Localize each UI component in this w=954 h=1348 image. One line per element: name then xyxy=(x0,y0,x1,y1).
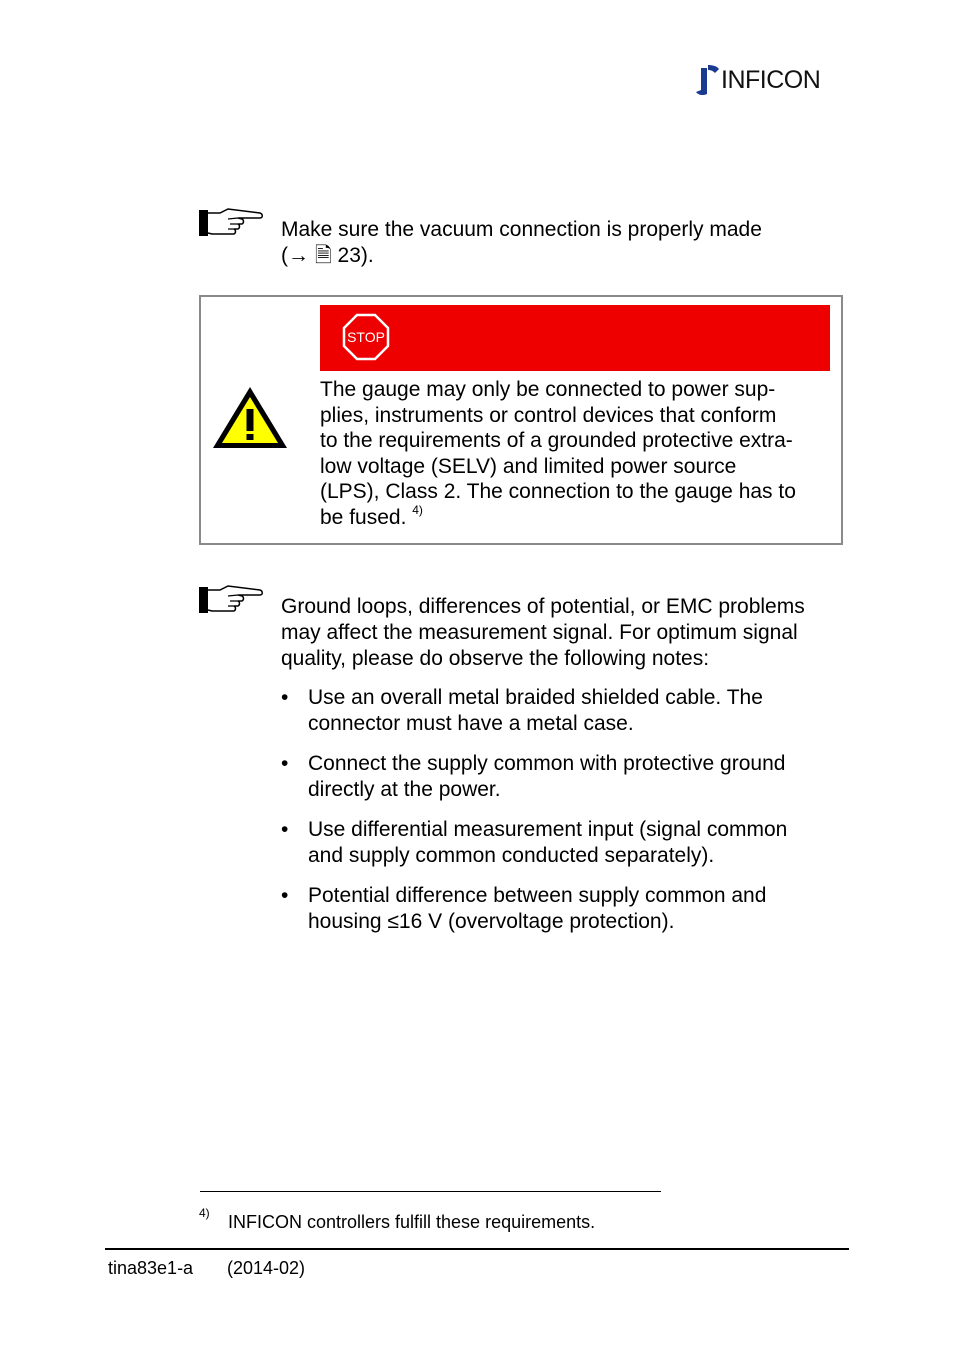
document-date: (2014-02) xyxy=(227,1258,306,1278)
list-item xyxy=(281,817,841,869)
list-item-text: Connect the supply common with protective ground xyxy=(308,752,786,775)
danger-warning-box xyxy=(199,295,843,545)
list-item-text: housing ≤16 V (overvoltage protection). xyxy=(308,910,675,933)
footnote-reference: 4) xyxy=(412,502,423,517)
list-item xyxy=(281,685,841,737)
list-item-text: and supply common conducted separately). xyxy=(308,844,715,867)
emc-note xyxy=(281,594,805,672)
list-item-text: Potential difference between supply common and xyxy=(308,884,767,907)
document-id: tina83e1-a xyxy=(108,1258,194,1278)
bullet-icon: • xyxy=(281,752,289,775)
warning-line: plies, instruments or control devices that conform xyxy=(320,403,777,427)
pointing-hand-icon xyxy=(198,207,264,239)
note-line: quality, please do observe the following notes: xyxy=(281,647,710,670)
list-item-text: Use differential measurement input (signal common xyxy=(308,818,788,841)
warning-line: low voltage (SELV) and limited power source xyxy=(320,454,737,478)
logo-text: INFICON xyxy=(721,66,821,94)
stop-sign-icon xyxy=(342,313,390,361)
emc-bullet-list xyxy=(281,685,841,949)
inficon-logo xyxy=(694,62,846,98)
footnote-text: INFICON controllers fulfill these requirements. xyxy=(228,1212,596,1232)
stop-banner xyxy=(320,305,830,371)
list-item xyxy=(281,883,841,935)
inficon-logo-icon xyxy=(694,64,720,96)
list-item xyxy=(281,751,841,803)
note-line: Make sure the vacuum connection is properly made xyxy=(281,218,762,241)
note-line: (→ 🗎 23). xyxy=(281,244,374,267)
stop-sign-label: STOP xyxy=(347,329,385,345)
warning-line: to the requirements of a grounded protective extra- xyxy=(320,429,793,453)
warning-triangle-icon xyxy=(210,383,290,451)
list-item-text: directly at the power. xyxy=(308,778,501,801)
bullet-icon: • xyxy=(281,818,289,841)
warning-line: The gauge may only be connected to power sup- xyxy=(320,378,776,401)
note-line: may affect the measurement signal. For optimum signal xyxy=(281,621,798,644)
bullet-icon: • xyxy=(281,686,289,709)
warning-line: be fused. xyxy=(320,505,407,529)
footnote-divider xyxy=(200,1191,661,1192)
vacuum-connection-note xyxy=(281,217,762,269)
note-line: Ground loops, differences of potential, or EMC problems xyxy=(281,595,805,618)
bullet-icon: • xyxy=(281,884,289,907)
footer-divider xyxy=(105,1248,849,1250)
warning-line: (LPS), Class 2. The connection to the gauge has to xyxy=(320,480,796,504)
footnote-mark: 4) xyxy=(199,1206,210,1220)
warning-text xyxy=(320,377,834,531)
list-item-text: connector must have a metal case. xyxy=(308,712,634,735)
pointing-hand-icon xyxy=(198,584,264,616)
list-item-text: Use an overall metal braided shielded cable. The xyxy=(308,686,763,709)
